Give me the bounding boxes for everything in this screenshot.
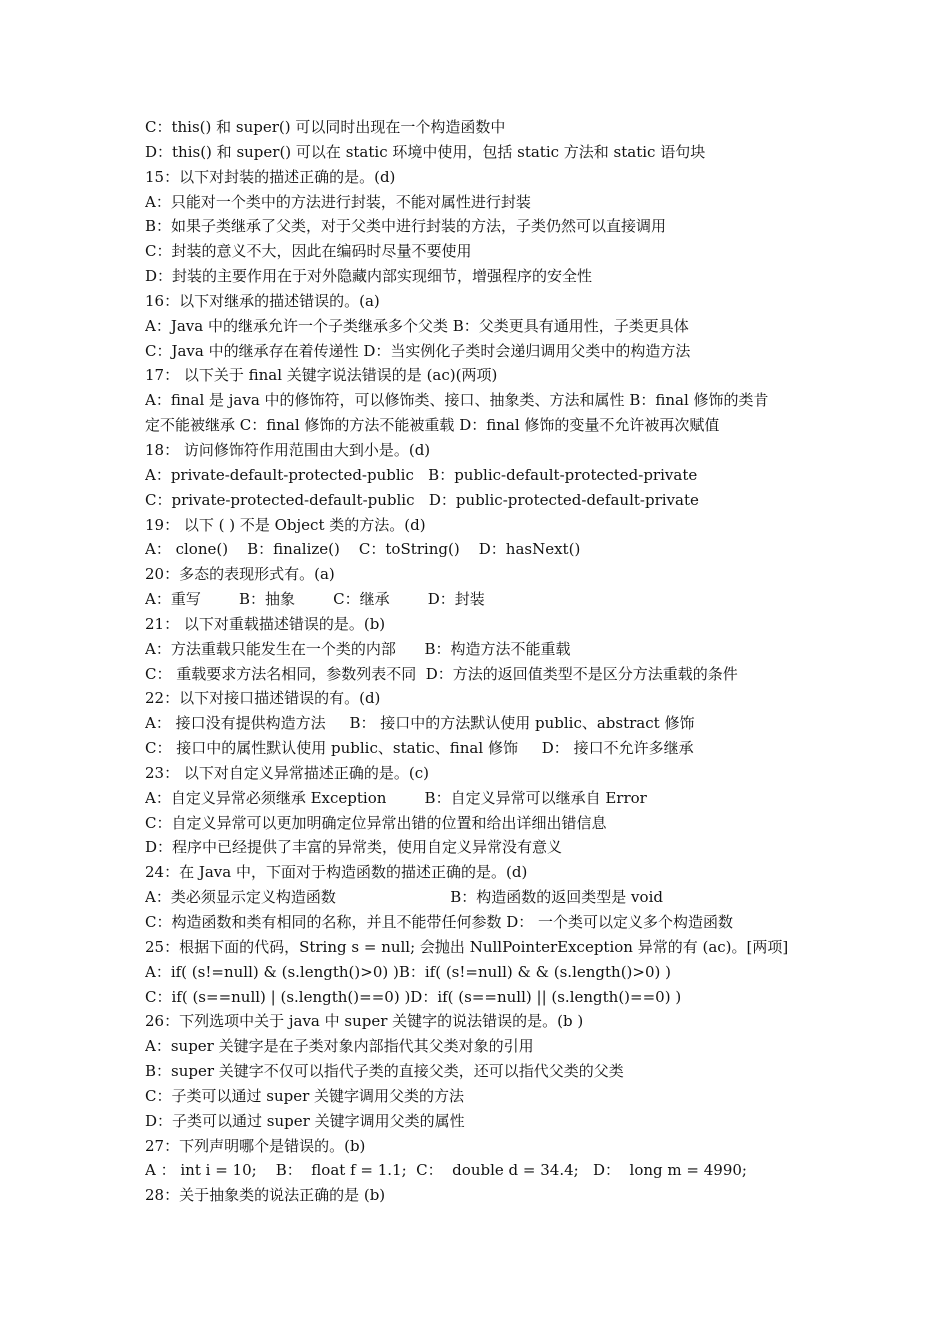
question-26: 26：下列选项中关于 java 中 super 关键字的说法错误的是。(b ) (145, 1012, 584, 1031)
q26-option-d: D：子类可以通过 super 关键字调用父类的属性 (145, 1111, 465, 1130)
q25-options-cd: C：if( (s==null) | (s.length()==0) )D：if( (s==null) || (s.length()==0) ) (145, 987, 682, 1006)
q16-options-cd: C：Java 中的继承存在着传递性 D：当实例化子类时会递归调用父类中的构造方法 (145, 341, 691, 360)
question-16: 16：以下对继承的描述错误的。(a) (145, 291, 380, 310)
q21-options-ab: A：方法重载只能发生在一个类的内部 B：构造方法不能重载 (145, 639, 571, 658)
q23-option-c: C：自定义异常可以更加明确定位异常出错的位置和给出详细出错信息 (145, 813, 607, 832)
question-15: 15：以下对封装的描述正确的是。(d) (145, 167, 396, 186)
q17-options-bcd: 定不能被继承 C：final 修饰的方法不能被重载 D：final 修饰的变量不允许被再次赋值 (145, 416, 720, 435)
q15-option-d: D：封装的主要作用在于对外隐藏内部实现细节，增强程序的安全性 (145, 267, 593, 286)
q27-options: A ： int i = 10; B： float f = 1.1; C： double d = 34.4; D： long m = 4990; (145, 1161, 747, 1180)
question-18: 18： 访问修饰符作用范围由大到小是。(d) (145, 440, 431, 459)
line-d-this-super-static: D：this() 和 super() 可以在 static 环境中使用，包括 static 方法和 static 语句块 (145, 142, 706, 161)
q23-options-ab: A：自定义异常必须继承 Exception B：自定义异常可以继承自 Error (145, 788, 647, 807)
question-22: 22：以下对接口描述错误的有。(d) (145, 689, 381, 708)
question-23: 23： 以下对自定义异常描述正确的是。(c) (145, 763, 429, 782)
question-20: 20：多态的表现形式有。(a) (145, 565, 335, 584)
q21-options-cd: C： 重载要求方法名相同，参数列表不同 D：方法的返回值类型不是区分方法重载的条件 (145, 664, 738, 683)
q15-option-a: A：只能对一个类中的方法进行封装，不能对属性进行封装 (145, 192, 531, 211)
q24-options-cd: C：构造函数和类有相同的名称，并且不能带任何参数 D： 一个类可以定义多个构造函数 (145, 913, 734, 931)
q16-options-ab: A：Java 中的继承允许一个子类继承多个父类 B：父类更具有通用性，子类更具体 (145, 316, 689, 335)
q18-options-cd: C：private-protected-default-public D：public-protected-default-private (145, 490, 699, 509)
line-c-this-super-constructor: C：this() 和 super() 可以同时出现在一个构造函数中 (145, 118, 506, 136)
q19-options: A： clone() B：finalize() C：toString() D：hasNext() (145, 540, 581, 559)
question-24: 24：在 Java 中，下面对于构造函数的描述正确的是。(d) (145, 863, 528, 882)
question-28: 28：关于抽象类的说法正确的是 (b) (145, 1186, 386, 1205)
q22-options-cd: C： 接口中的属性默认使用 public、static、final 修饰 D： 接口不允许多继承 (145, 739, 694, 758)
q23-option-d: D：程序中已经提供了丰富的异常类，使用自定义异常没有意义 (145, 838, 563, 857)
question-27: 27：下列声明哪个是错误的。(b) (145, 1136, 366, 1155)
question-25: 25：根据下面的代码，String s = null; 会抛出 NullPointerException 异常的有 (ac)。[两项] (145, 937, 789, 956)
q25-options-ab: A：if( (s!=null) & (s.length()>0) )B：if( (s!=null) & & (s.length()>0) ) (145, 962, 671, 981)
question-17: 17： 以下关于 final 关键字说法错误的是 (ac)(两项) (145, 366, 498, 385)
q24-options-ab: A：类必须显示定义构造函数 B：构造函数的返回类型是 void (145, 888, 663, 907)
q22-options-ab: A： 接口没有提供构造方法 B： 接口中的方法默认使用 public、abstract 修饰 (145, 714, 695, 733)
q17-options-ab: A：final 是 java 中的修饰符，可以修饰类、接口、抽象类、方法和属性 B：final 修饰的类肯 (145, 391, 769, 410)
q15-option-c: C：封装的意义不大，因此在编码时尽量不要使用 (145, 242, 472, 261)
q26-option-a: A：super 关键字是在子类对象内部指代其父类对象的引用 (145, 1037, 534, 1056)
q26-option-b: B：super 关键字不仅可以指代子类的直接父类，还可以指代父类的父类 (145, 1062, 624, 1081)
q20-options: A：重写 B：抽象 C：继承 D：封装 (145, 590, 485, 609)
q26-option-c: C：子类可以通过 super 关键字调用父类的方法 (145, 1086, 465, 1105)
question-19: 19： 以下 ( ) 不是 Object 类的方法。(d) (145, 515, 426, 534)
question-21: 21： 以下对重载描述错误的是。(b) (145, 614, 386, 633)
q18-options-ab: A：private-default-protected-public B：public-default-protected-private (145, 465, 698, 484)
q15-option-b: B：如果子类继承了父类，对于父类中进行封装的方法，子类仍然可以直接调用 (145, 217, 667, 236)
document-body (145, 115, 825, 1208)
